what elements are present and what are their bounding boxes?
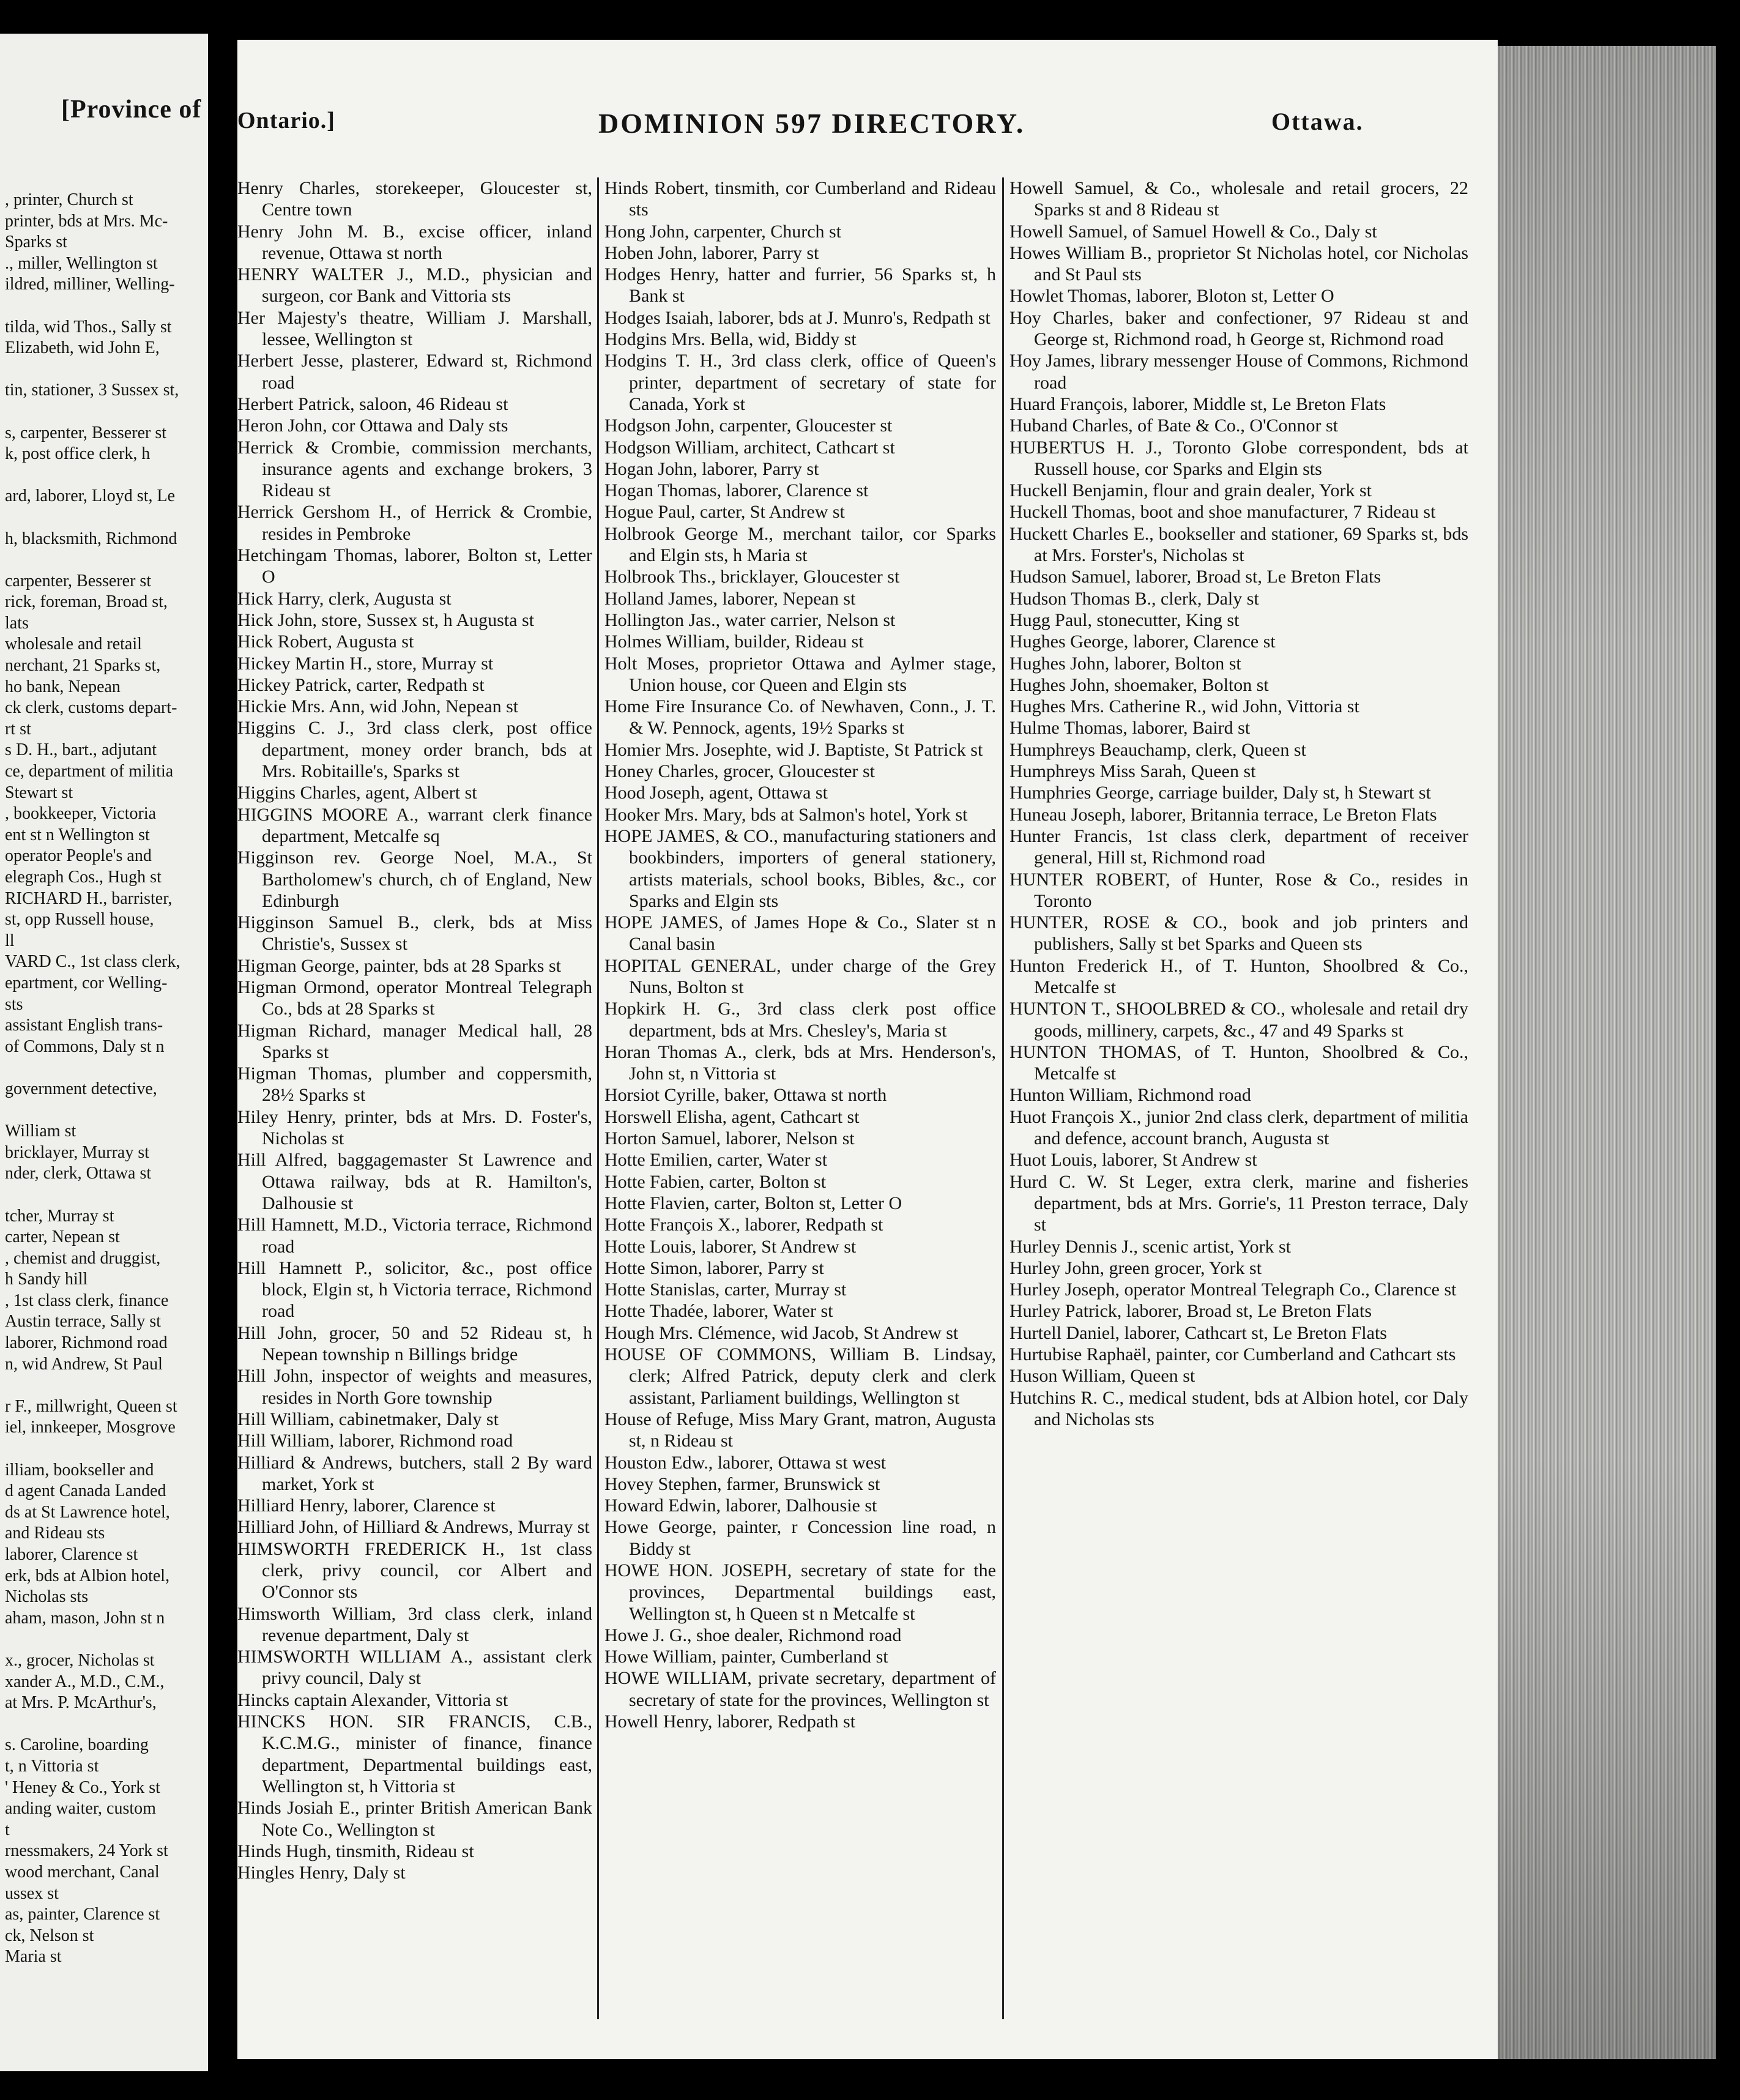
directory-entry: Howard Edwin, laborer, Dalhousie st bbox=[604, 1495, 877, 1516]
directory-entry: Hinds Hugh, tinsmith, Rideau st bbox=[237, 1841, 474, 1861]
directory-entry: Himsworth William, 3rd class clerk, inland revenue department, Daly st bbox=[237, 1603, 592, 1645]
previous-page-line: tin, stationer, 3 Sussex st, bbox=[5, 381, 179, 400]
previous-page-line: t, n Vittoria st bbox=[5, 1756, 99, 1776]
directory-entry: Henry Charles, storekeeper, Gloucester st, Centre town bbox=[237, 178, 592, 220]
previous-page-line: ds at St Lawrence hotel, bbox=[5, 1502, 170, 1522]
previous-page-line: ., miller, Wellington st bbox=[5, 253, 158, 273]
directory-entry: Hickie Mrs. Ann, wid John, Nepean st bbox=[237, 696, 519, 717]
directory-entry: Huneau Joseph, laborer, Britannia terrace, Le Breton Flats bbox=[1009, 804, 1437, 825]
directory-entry: Hollington Jas., water carrier, Nelson st bbox=[604, 609, 896, 630]
previous-page-line: laborer, Clarence st bbox=[5, 1545, 138, 1564]
directory-entry: Hincks captain Alexander, Vittoria st bbox=[237, 1689, 508, 1710]
previous-page-line: at Mrs. P. McArthur's, bbox=[5, 1693, 157, 1713]
previous-page-header: [Province of bbox=[61, 95, 202, 124]
directory-entry: Herbert Jesse, plasterer, Edward st, Richmond road bbox=[237, 351, 592, 393]
directory-entry: Homier Mrs. Josephte, wid J. Baptiste, St Patrick st bbox=[604, 739, 983, 760]
directory-entry: Houston Edw., laborer, Ottawa st west bbox=[604, 1452, 887, 1473]
directory-entry: Higgins C. J., 3rd class clerk, post office department, money order branch, bds at Mrs. Robitaille's, Sparks st bbox=[237, 718, 592, 782]
directory-entry: HOUSE OF COMMONS, William B. Lindsay, clerk; Alfred Patrick, deputy clerk and clerk assistant, Parliament buildings, Wellington st bbox=[604, 1344, 996, 1408]
previous-page-line bbox=[5, 1439, 208, 1460]
directory-entry: Holland James, laborer, Nepean st bbox=[604, 588, 856, 609]
directory-entry: Holbrook Ths., bricklayer, Gloucester st bbox=[604, 567, 900, 587]
directory-entry: Hurley Joseph, operator Montreal Telegraph Co., Clarence st bbox=[1009, 1279, 1457, 1300]
directory-entry: Hoy James, library messenger House of Commons, Richmond road bbox=[1009, 351, 1468, 393]
directory-entry: Hodgins Mrs. Bella, wid, Biddy st bbox=[604, 329, 857, 350]
directory-entry: HIMSWORTH WILLIAM A., assistant clerk privy council, Daly st bbox=[237, 1647, 592, 1689]
directory-entry: Hill Hamnett, M.D., Victoria terrace, Richmond road bbox=[237, 1215, 592, 1257]
directory-entry: HOPE JAMES, & CO., manufacturing stationers and bookbinders, importers of general stationery, artists materials, school books, Bibles, &c., cor Sparks and Elgin sts bbox=[604, 825, 996, 911]
directory-entry: Huson William, Queen st bbox=[1009, 1366, 1195, 1387]
previous-page-strip bbox=[0, 34, 208, 2071]
book-page-edges bbox=[1481, 46, 1716, 2059]
directory-entry: Howell Henry, laborer, Redpath st bbox=[604, 1711, 856, 1732]
previous-page-line: sts bbox=[5, 994, 23, 1014]
directory-entry: Hulme Thomas, laborer, Baird st bbox=[1009, 718, 1251, 739]
previous-page-line: bricklayer, Murray st bbox=[5, 1142, 150, 1162]
previous-page-line: and Rideau sts bbox=[5, 1524, 105, 1543]
directory-entry: Huard François, laborer, Middle st, Le Breton Flats bbox=[1009, 393, 1386, 414]
directory-entry: Hill Alfred, baggagemaster St Lawrence and Ottawa railway, bds at R. Hamilton's, Dalhousie st bbox=[237, 1150, 592, 1213]
previous-page-line: elegraph Cos., Hugh st bbox=[5, 868, 162, 887]
directory-entry: Hudson Samuel, laborer, Broad st, Le Breton Flats bbox=[1009, 567, 1381, 587]
directory-entry: Hurtubise Raphaël, painter, cor Cumberland and Cathcart sts bbox=[1009, 1344, 1456, 1365]
directory-entry: Hick John, store, Sussex st, h Augusta st bbox=[237, 609, 535, 630]
directory-entry: Hiley Henry, printer, bds at Mrs. D. Foster's, Nicholas st bbox=[237, 1106, 592, 1149]
previous-page-line: aham, mason, John st n bbox=[5, 1608, 165, 1628]
previous-page-line bbox=[5, 507, 208, 529]
directory-entry: Hilliard & Andrews, butchers, stall 2 By ward market, York st bbox=[237, 1452, 592, 1494]
previous-page-line: ussex st bbox=[5, 1883, 59, 1903]
province-label: Ontario.] bbox=[237, 108, 335, 133]
previous-page-line: carpenter, Besserer st bbox=[5, 571, 152, 590]
directory-entry: Hilliard Henry, laborer, Clarence st bbox=[237, 1495, 496, 1516]
directory-entry: Higginson Samuel B., clerk, bds at Miss Christie's, Sussex st bbox=[237, 912, 592, 955]
directory-entry: Howe George, painter, r Concession line road, n Biddy st bbox=[604, 1517, 996, 1559]
directory-entry: Hinds Robert, tinsmith, cor Cumberland and Rideau sts bbox=[604, 178, 996, 220]
page-gutter bbox=[208, 34, 237, 2071]
previous-page-line: wood merchant, Canal bbox=[5, 1862, 160, 1882]
directory-entry: Hotte Emilien, carter, Water st bbox=[604, 1150, 828, 1171]
directory-entry: HOWE HON. JOSEPH, secretary of state for the provinces, Departmental buildings east, Wellington st, h Queen st n Metcalfe st bbox=[604, 1560, 996, 1624]
directory-entry: Hurtell Daniel, laborer, Cathcart st, Le Breton Flats bbox=[1009, 1322, 1387, 1343]
previous-page-line: n, wid Andrew, St Paul bbox=[5, 1354, 163, 1374]
directory-entry: Hickey Patrick, carter, Redpath st bbox=[237, 674, 485, 695]
directory-entry: Horan Thomas A., clerk, bds at Mrs. Henderson's, John st, n Vittoria st bbox=[604, 1041, 996, 1084]
previous-page-line bbox=[5, 1185, 208, 1206]
previous-page-line bbox=[5, 1629, 208, 1650]
directory-entry: Hill John, inspector of weights and measures, resides in North Gore township bbox=[237, 1366, 592, 1408]
directory-entry: Higman Thomas, plumber and coppersmith, 28½ Sparks st bbox=[237, 1063, 592, 1106]
directory-entry: Hood Joseph, agent, Ottawa st bbox=[604, 783, 828, 803]
directory-entry: Hurley John, green grocer, York st bbox=[1009, 1257, 1262, 1278]
directory-entry: Howes William B., proprietor St Nicholas hotel, cor Nicholas and St Paul sts bbox=[1009, 242, 1468, 285]
directory-entry: Howe J. G., shoe dealer, Richmond road bbox=[604, 1625, 902, 1645]
previous-page-line: ent st n Wellington st bbox=[5, 825, 150, 844]
previous-page-line bbox=[5, 1100, 208, 1122]
previous-page-line: ildred, milliner, Welling- bbox=[5, 275, 175, 294]
directory-entry: Home Fire Insurance Co. of Newhaven, Conn., J. T. & W. Pennock, agents, 19½ Sparks st bbox=[604, 696, 996, 739]
previous-page-line: xander A., M.D., C.M., bbox=[5, 1672, 165, 1691]
previous-page-line: Elizabeth, wid John E, bbox=[5, 338, 160, 358]
city-label: Ottawa. bbox=[1271, 108, 1364, 135]
previous-page-line: ce, department of militia bbox=[5, 762, 174, 781]
previous-page-line: illiam, bookseller and bbox=[5, 1460, 154, 1480]
directory-entry: Higgins Charles, agent, Albert st bbox=[237, 783, 477, 803]
previous-page-line: RICHARD H., barrister, bbox=[5, 888, 173, 908]
directory-entry: Hodgson John, carpenter, Gloucester st bbox=[604, 415, 893, 436]
previous-page-line: s, carpenter, Besserer st bbox=[5, 423, 166, 442]
directory-column-1 bbox=[237, 177, 592, 1883]
directory-entry: Huot François X., junior 2nd class clerk, department of militia and defence, account branch, Augusta st bbox=[1009, 1106, 1468, 1149]
previous-page-line: ard, laborer, Lloyd st, Le bbox=[5, 486, 176, 506]
directory-column-3 bbox=[1009, 177, 1468, 1430]
directory-entry: Huckell Thomas, boot and shoe manufacturer, 7 Rideau st bbox=[1009, 502, 1436, 523]
directory-entry: Henry John M. B., excise officer, inland revenue, Ottawa st north bbox=[237, 221, 592, 263]
directory-entry: Hick Robert, Augusta st bbox=[237, 631, 414, 652]
directory-entry: Hill John, grocer, 50 and 52 Rideau st, h Nepean township n Billings bridge bbox=[237, 1322, 592, 1365]
directory-entry: Humphries George, carriage builder, Daly st, h Stewart st bbox=[1009, 783, 1431, 803]
directory-column-2 bbox=[604, 177, 996, 1732]
directory-entry: Holmes William, builder, Rideau st bbox=[604, 631, 864, 652]
directory-entry: Honey Charles, grocer, Gloucester st bbox=[604, 761, 875, 782]
directory-entry: Heron John, cor Ottawa and Daly sts bbox=[237, 415, 508, 436]
directory-entry: Hoben John, laborer, Parry st bbox=[604, 242, 819, 263]
directory-entry: Hughes John, laborer, Bolton st bbox=[1009, 653, 1241, 674]
page-title: DOMINION 597 DIRECTORY. bbox=[598, 108, 1025, 139]
directory-entry: HUNTER, ROSE & CO., book and job printers and publishers, Sally st bet Sparks and Queen sts bbox=[1009, 912, 1468, 955]
directory-entry: Humphreys Beauchamp, clerk, Queen st bbox=[1009, 739, 1306, 760]
previous-page-line: William st bbox=[5, 1122, 76, 1141]
directory-entry: HUNTER ROBERT, of Hunter, Rose & Co., resides in Toronto bbox=[1009, 869, 1468, 911]
previous-page-line: VARD C., 1st class clerk, bbox=[5, 952, 180, 972]
directory-entry: HUNTON THOMAS, of T. Hunton, Shoolbred & Co., Metcalfe st bbox=[1009, 1041, 1468, 1084]
previous-page-line: Stewart st bbox=[5, 783, 73, 802]
directory-entry: HIGGINS MOORE A., warrant clerk finance department, Metcalfe sq bbox=[237, 804, 592, 846]
directory-entry: Hodges Isaiah, laborer, bds at J. Munro's, Redpath st bbox=[604, 307, 991, 328]
directory-entry: HOWE WILLIAM, private secretary, department of secretary of state for the provinces, Wellington st bbox=[604, 1668, 996, 1710]
directory-entry: Higman George, painter, bds at 28 Sparks st bbox=[237, 955, 561, 976]
previous-page-line: Maria st bbox=[5, 1947, 62, 1967]
previous-page-line bbox=[5, 1714, 208, 1735]
directory-entry: Horsiot Cyrille, baker, Ottawa st north bbox=[604, 1085, 887, 1106]
previous-page-line: laborer, Richmond road bbox=[5, 1333, 168, 1353]
directory-entry: Hurley Dennis J., scenic artist, York st bbox=[1009, 1236, 1291, 1257]
previous-page-line: ck clerk, customs depart- bbox=[5, 698, 177, 718]
directory-entry: Hotte Flavien, carter, Bolton st, Letter O bbox=[604, 1193, 902, 1213]
directory-entry: House of Refuge, Miss Mary Grant, matron, Augusta st, n Rideau st bbox=[604, 1409, 996, 1451]
previous-page-line: t bbox=[5, 1820, 10, 1839]
directory-page bbox=[237, 40, 1498, 2059]
column-rule bbox=[597, 177, 599, 2019]
directory-entry: Huband Charles, of Bate & Co., O'Connor st bbox=[1009, 415, 1339, 436]
previous-page-line: Sparks st bbox=[5, 233, 67, 252]
directory-entry: Holt Moses, proprietor Ottawa and Aylmer stage, Union house, cor Queen and Elgin sts bbox=[604, 653, 996, 695]
previous-page-line: , 1st class clerk, finance bbox=[5, 1290, 169, 1310]
previous-page-line: lats bbox=[5, 613, 29, 633]
directory-entry: Hong John, carpenter, Church st bbox=[604, 221, 842, 242]
directory-entry: Hughes George, laborer, Clarence st bbox=[1009, 631, 1276, 652]
directory-entry: Herrick & Crombie, commission merchants, insurance agents and exchange brokers, 3 Rideau st bbox=[237, 437, 592, 501]
directory-entry: Hughes Mrs. Catherine R., wid John, Vittoria st bbox=[1009, 696, 1359, 717]
directory-entry: Hingles Henry, Daly st bbox=[237, 1863, 406, 1883]
previous-page-line: rick, foreman, Broad st, bbox=[5, 592, 168, 612]
directory-entry: Hodges Henry, hatter and furrier, 56 Sparks st, h Bank st bbox=[604, 264, 996, 307]
previous-page-line: epartment, cor Welling- bbox=[5, 973, 168, 992]
previous-page-line: tilda, wid Thos., Sally st bbox=[5, 317, 172, 337]
directory-entry: Higginson rev. George Noel, M.A., St Bartholomew's church, ch of England, New Edinburgh bbox=[237, 847, 592, 911]
previous-page-line: nerchant, 21 Sparks st, bbox=[5, 656, 161, 676]
previous-page-line: operator People's and bbox=[5, 846, 152, 866]
directory-entry: Hill Hamnett P., solicitor, &c., post office block, Elgin st, h Victoria terrace, Richmond road bbox=[237, 1257, 592, 1322]
directory-entry: Hooker Mrs. Mary, bds at Salmon's hotel, York st bbox=[604, 804, 968, 825]
previous-page-line bbox=[5, 1375, 208, 1396]
previous-page-line bbox=[5, 401, 208, 423]
previous-page-line bbox=[5, 549, 208, 571]
previous-page-line: rnessmakers, 24 York st bbox=[5, 1841, 168, 1861]
directory-entry: Hotte Thadée, laborer, Water st bbox=[604, 1301, 833, 1322]
previous-page-line: h Sandy hill bbox=[5, 1270, 88, 1289]
previous-page-line: x., grocer, Nicholas st bbox=[5, 1650, 155, 1670]
directory-entry: Hotte Simon, laborer, Parry st bbox=[604, 1257, 824, 1278]
directory-entry: Higman Ormond, operator Montreal Telegraph Co., bds at 28 Sparks st bbox=[237, 977, 592, 1019]
directory-entry: Hoy Charles, baker and confectioner, 97 Rideau st and George st, Richmond road, h George st, Richmond road bbox=[1009, 307, 1468, 350]
directory-entry: HIMSWORTH FREDERICK H., 1st class clerk, privy council, cor Albert and O'Connor sts bbox=[237, 1538, 592, 1603]
directory-entry: Holbrook George M., merchant tailor, cor Sparks and Elgin sts, h Maria st bbox=[604, 523, 996, 566]
directory-entry: HINCKS HON. SIR FRANCIS, C.B., K.C.M.G., minister of finance, finance department, Departmental buildings east, Wellington st, h Vittoria st bbox=[237, 1711, 592, 1797]
directory-entry: Hill William, cabinetmaker, Daly st bbox=[237, 1409, 499, 1429]
directory-entry: HUBERTUS H. J., Toronto Globe correspondent, bds at Russell house, cor Sparks and Elgin sts bbox=[1009, 437, 1468, 479]
directory-entry: HOPITAL GENERAL, under charge of the Grey Nuns, Bolton st bbox=[604, 955, 996, 997]
directory-entry: Herbert Patrick, saloon, 46 Rideau st bbox=[237, 393, 508, 414]
previous-page-line: erk, bds at Albion hotel, bbox=[5, 1566, 170, 1585]
previous-page-line: , chemist and druggist, bbox=[5, 1248, 161, 1268]
previous-page-line: k, post office clerk, h bbox=[5, 444, 151, 464]
directory-entry: Hodgins T. H., 3rd class clerk, office of Queen's printer, department of secretary of state for Canada, York st bbox=[604, 351, 996, 414]
previous-page-line bbox=[5, 465, 208, 486]
directory-entry: Hovey Stephen, farmer, Brunswick st bbox=[604, 1473, 880, 1494]
directory-entry: Hickey Martin H., store, Murray st bbox=[237, 653, 494, 674]
previous-page-column bbox=[5, 190, 208, 1968]
directory-entry: Hurley Patrick, laborer, Broad st, Le Breton Flats bbox=[1009, 1301, 1372, 1322]
previous-page-line: Austin terrace, Sally st bbox=[5, 1312, 162, 1331]
directory-entry: Her Majesty's theatre, William J. Marshall, lessee, Wellington st bbox=[237, 307, 592, 350]
directory-entry: Hotte François X., laborer, Redpath st bbox=[604, 1215, 883, 1235]
previous-page-line: ho bank, Nepean bbox=[5, 677, 121, 696]
directory-entry: Hotte Fabien, carter, Bolton st bbox=[604, 1171, 827, 1192]
directory-entry: Howell Samuel, of Samuel Howell & Co., Daly st bbox=[1009, 221, 1377, 242]
directory-entry: Hodgson William, architect, Cathcart st bbox=[604, 437, 895, 458]
directory-entry: Humphreys Miss Sarah, Queen st bbox=[1009, 761, 1256, 782]
directory-entry: Hutchins R. C., medical student, bds at Albion hotel, cor Daly and Nicholas sts bbox=[1009, 1387, 1468, 1429]
previous-page-line: carter, Nepean st bbox=[5, 1227, 120, 1247]
previous-page-line: assistant English trans- bbox=[5, 1016, 163, 1035]
previous-page-line: ll bbox=[5, 931, 15, 950]
previous-page-line: anding waiter, custom bbox=[5, 1799, 156, 1819]
directory-entry: Hurd C. W. St Leger, extra clerk, marine and fisheries department, bds at Mrs. Gorrie's, 11 Preston terrace, Daly st bbox=[1009, 1171, 1468, 1235]
previous-page-line: , bookkeeper, Victoria bbox=[5, 804, 157, 824]
previous-page-line: r F., millwright, Queen st bbox=[5, 1396, 177, 1416]
directory-entry: Hinds Josiah E., printer British American Bank Note Co., Wellington st bbox=[237, 1798, 592, 1840]
previous-page-line: iel, innkeeper, Mosgrove bbox=[5, 1418, 176, 1437]
directory-entry: Herrick Gershom H., of Herrick & Crombie, resides in Pembroke bbox=[237, 502, 592, 544]
directory-entry: Hick Harry, clerk, Augusta st bbox=[237, 588, 452, 609]
directory-entry: Huckell Benjamin, flour and grain dealer, York st bbox=[1009, 480, 1372, 501]
directory-entry: Hunton Frederick H., of T. Hunton, Shoolbred & Co., Metcalfe st bbox=[1009, 955, 1468, 997]
previous-page-line: s. Caroline, boarding bbox=[5, 1735, 149, 1755]
previous-page-line: h, blacksmith, Richmond bbox=[5, 529, 177, 548]
directory-entry: Hetchingam Thomas, laborer, Bolton st, Letter O bbox=[237, 545, 592, 587]
directory-entry: Hotte Louis, laborer, St Andrew st bbox=[604, 1236, 857, 1257]
previous-page-line: d agent Canada Landed bbox=[5, 1481, 166, 1501]
directory-entry: Higman Richard, manager Medical hall, 28 Sparks st bbox=[237, 1020, 592, 1062]
previous-page-line: rt st bbox=[5, 719, 31, 739]
previous-page-line: printer, bds at Mrs. Mc- bbox=[5, 211, 168, 231]
previous-page-line: Nicholas sts bbox=[5, 1587, 89, 1607]
previous-page-line: nder, clerk, Ottawa st bbox=[5, 1164, 152, 1183]
directory-entry: Hogan John, laborer, Parry st bbox=[604, 458, 819, 479]
directory-entry: Hopkirk H. G., 3rd class clerk post office department, bds at Mrs. Chesley's, Maria st bbox=[604, 999, 996, 1041]
directory-entry: Huckett Charles E., bookseller and stationer, 69 Sparks st, bds at Mrs. Forster's, Nicholas st bbox=[1009, 523, 1468, 566]
directory-entry: Hogue Paul, carter, St Andrew st bbox=[604, 502, 845, 523]
directory-entry: Hill William, laborer, Richmond road bbox=[237, 1431, 513, 1451]
directory-entry: Howlet Thomas, laborer, Bloton st, Letter O bbox=[1009, 286, 1334, 307]
directory-entry: Howell Samuel, & Co., wholesale and retail grocers, 22 Sparks st and 8 Rideau st bbox=[1009, 178, 1468, 220]
directory-entry: Huot Louis, laborer, St Andrew st bbox=[1009, 1150, 1257, 1171]
directory-entry: Hogan Thomas, laborer, Clarence st bbox=[604, 480, 869, 501]
previous-page-line: st, opp Russell house, bbox=[5, 910, 154, 929]
previous-page-line: ' Heney & Co., York st bbox=[5, 1778, 160, 1797]
directory-entry: Hunter Francis, 1st class clerk, department of receiver general, Hill st, Richmond road bbox=[1009, 825, 1468, 868]
directory-entry: Hughes John, shoemaker, Bolton st bbox=[1009, 674, 1269, 695]
directory-entry: Hunton William, Richmond road bbox=[1009, 1085, 1251, 1106]
directory-entry: Horton Samuel, laborer, Nelson st bbox=[604, 1128, 855, 1149]
previous-page-line: wholesale and retail bbox=[5, 635, 142, 654]
previous-page-line: as, painter, Clarence st bbox=[5, 1905, 160, 1924]
directory-entry: Hudson Thomas B., clerk, Daly st bbox=[1009, 588, 1259, 609]
directory-entry: Howe William, painter, Cumberland st bbox=[604, 1647, 888, 1667]
previous-page-line: s D. H., bart., adjutant bbox=[5, 740, 157, 760]
previous-page-line: government detective, bbox=[5, 1079, 157, 1098]
directory-entry: HOPE JAMES, of James Hope & Co., Slater st n Canal basin bbox=[604, 912, 996, 955]
previous-page-line: of Commons, Daly st n bbox=[5, 1037, 165, 1056]
previous-page-line bbox=[5, 359, 208, 381]
directory-entry: Horswell Elisha, agent, Cathcart st bbox=[604, 1106, 860, 1127]
directory-entry: HUNTON T., SHOOLBRED & CO., wholesale and retail dry goods, millinery, carpets, &c., 47 and 49 Sparks st bbox=[1009, 999, 1468, 1041]
previous-page-line: tcher, Murray st bbox=[5, 1206, 114, 1226]
column-rule bbox=[1002, 177, 1004, 2019]
previous-page-line bbox=[5, 1057, 208, 1079]
directory-entry: Hilliard John, of Hilliard & Andrews, Murray st bbox=[237, 1517, 590, 1538]
directory-entry: Hotte Stanislas, carter, Murray st bbox=[604, 1279, 847, 1300]
previous-page-line: ck, Nelson st bbox=[5, 1926, 94, 1945]
previous-page-line bbox=[5, 296, 208, 317]
directory-entry: Hugg Paul, stonecutter, King st bbox=[1009, 609, 1240, 630]
directory-entry: HENRY WALTER J., M.D., physician and surgeon, cor Bank and Vittoria sts bbox=[237, 264, 592, 307]
previous-page-line: , printer, Church st bbox=[5, 190, 133, 209]
directory-entry: Hough Mrs. Clémence, wid Jacob, St Andrew st bbox=[604, 1322, 959, 1343]
